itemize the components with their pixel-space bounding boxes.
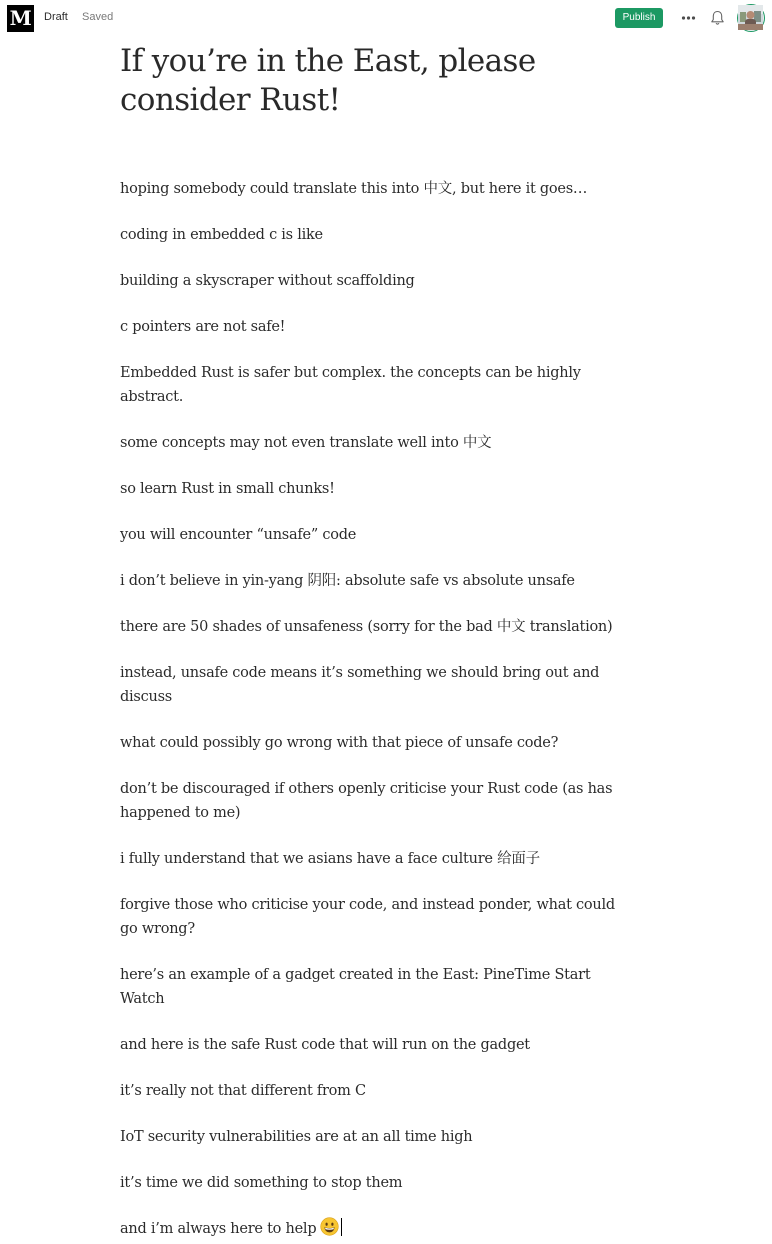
top-bar [0,0,772,36]
more-options-icon[interactable] [680,9,697,27]
medium-logo[interactable]: M [7,5,34,32]
paragraph[interactable]: i don’t believe in yin-yang 阴阳: absolute safe vs absolute unsafe [120,573,575,589]
publish-button[interactable]: Publish [615,8,663,28]
article-title[interactable]: If you’re in the East, please consider Rust! [120,43,536,118]
article-editor[interactable] [120,42,630,1241]
text-cursor [341,1218,342,1236]
article-body[interactable] [120,177,630,1241]
paragraph[interactable]: Embedded Rust is safer but complex. the concepts can be highly abstract. [120,365,581,405]
grinning-face-emoji [320,1217,339,1236]
paragraph[interactable]: there are 50 shades of unsafeness (sorry for the bad 中文 translation) [120,619,613,635]
paragraph[interactable]: IoT security vulnerabilities are at an all time high [120,1129,473,1145]
avatar[interactable] [737,4,765,32]
paragraph[interactable]: i fully understand that we asians have a face culture 给面子 [120,851,540,867]
paragraph[interactable]: it’s time we did something to stop them [120,1175,403,1191]
paragraph[interactable]: hoping somebody could translate this into 中文, but here it goes… [120,181,588,197]
paragraph[interactable]: c pointers are not safe! [120,319,286,335]
paragraph[interactable]: forgive those who criticise your code, and instead ponder, what could go wrong? [120,897,615,937]
paragraph[interactable]: coding in embedded c is like [120,227,323,243]
paragraph[interactable]: you will encounter “unsafe” code [120,527,357,543]
paragraph[interactable]: it’s really not that different from C [120,1083,366,1099]
paragraph[interactable]: what could possibly go wrong with that piece of unsafe code? [120,735,559,751]
paragraph[interactable]: and here is the safe Rust code that will run on the gadget [120,1037,530,1053]
saved-status: Saved [82,11,114,23]
draft-label: Draft [44,11,68,23]
paragraph[interactable]: instead, unsafe code means it’s something we should bring out and discuss [120,665,600,705]
bell-icon[interactable] [709,9,726,27]
paragraph[interactable]: here’s an example of a gadget created in the East: PineTime Start Watch [120,967,591,1007]
paragraph[interactable]: some concepts may not even translate well into 中文 [120,435,492,451]
paragraph[interactable]: don’t be discouraged if others openly criticise your Rust code (as has happened to me) [120,781,613,821]
paragraph-last[interactable] [120,1217,630,1241]
paragraph-last-text: and i’m always here to help [120,1221,317,1237]
paragraph[interactable]: building a skyscraper without scaffolding [120,273,415,289]
paragraph[interactable]: so learn Rust in small chunks! [120,481,335,497]
